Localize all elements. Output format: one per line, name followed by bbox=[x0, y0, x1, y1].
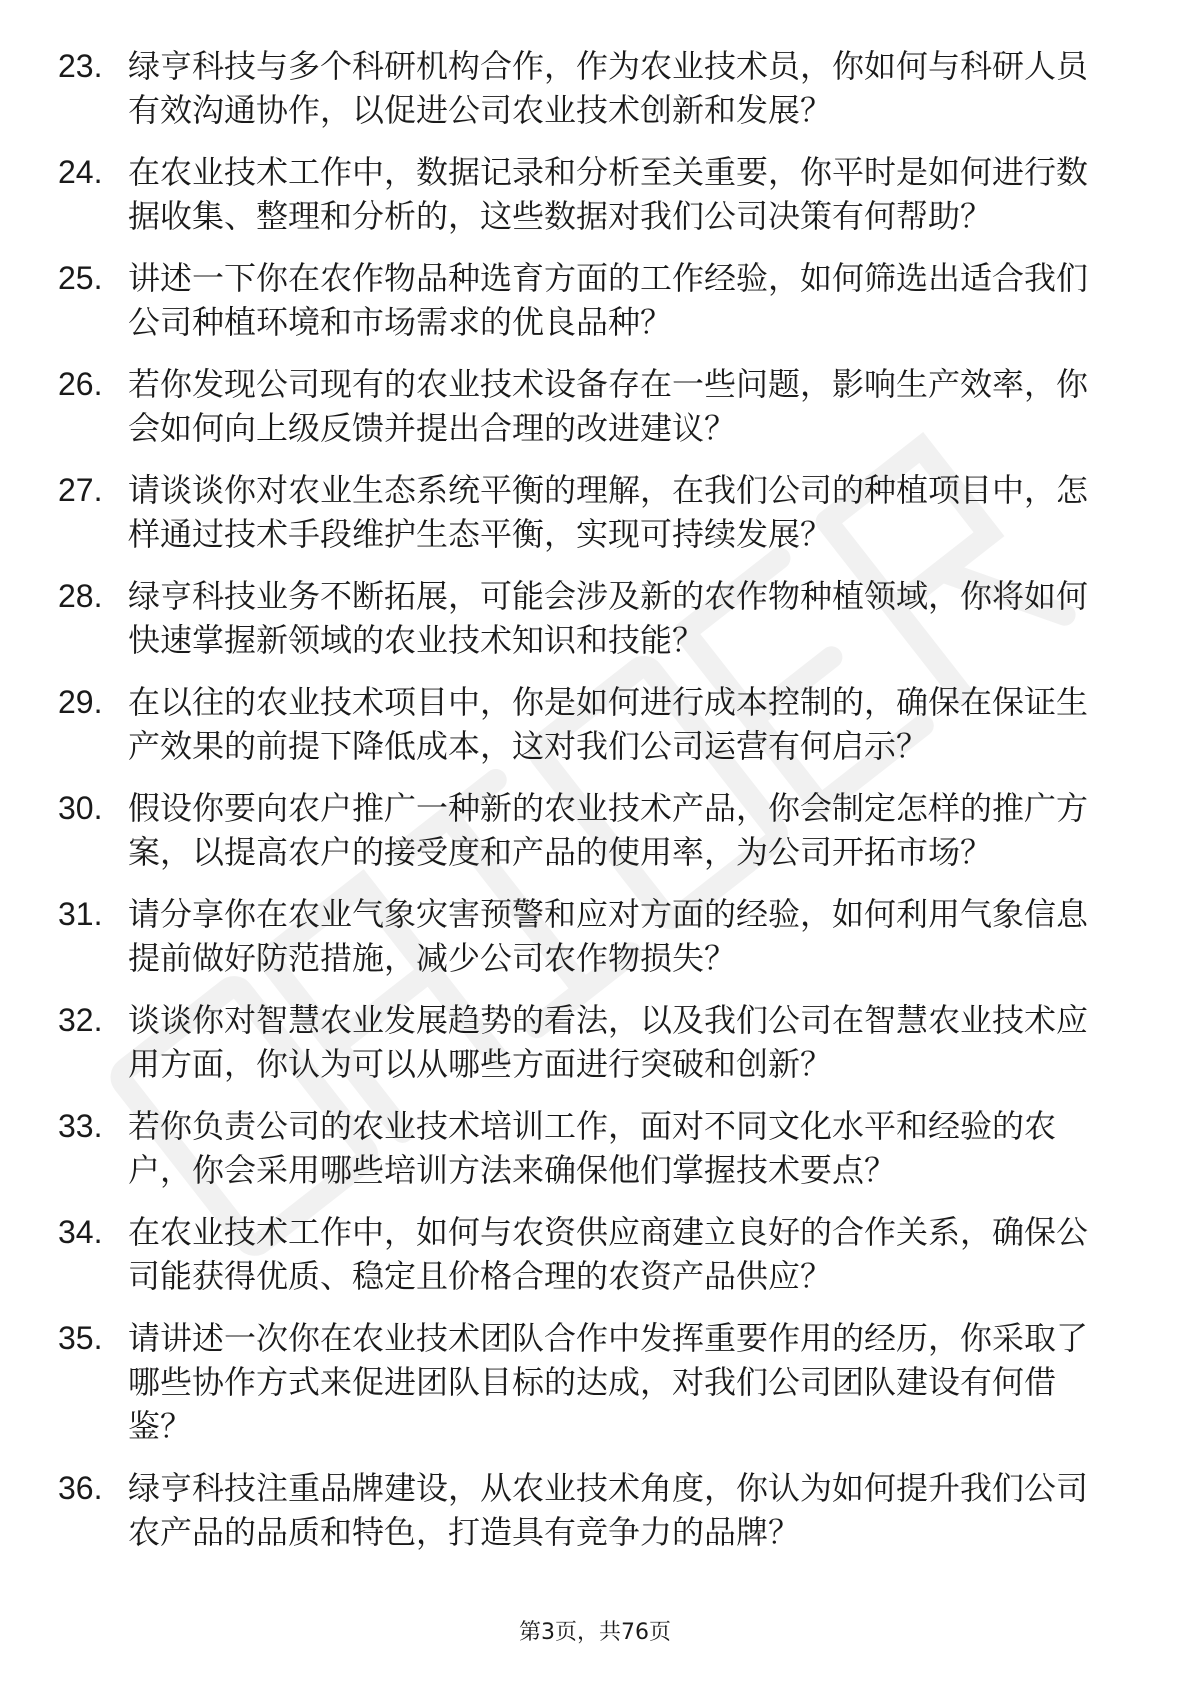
question-number: 26. bbox=[58, 366, 103, 402]
question-number: 27. bbox=[58, 472, 103, 508]
question-item-28 bbox=[58, 574, 1118, 662]
question-text: 在农业技术工作中，如何与农资供应商建立良好的合作关系，确保公司能获得优质、稳定且价格合理的农资产品供应？ bbox=[128, 1213, 1089, 1295]
question-item-25 bbox=[58, 256, 1118, 344]
question-item-27 bbox=[58, 468, 1118, 556]
question-item-29 bbox=[58, 680, 1118, 768]
question-text: 请讲述一次你在农业技术团队合作中发挥重要作用的经历，你采取了哪些协作方式来促进团队目标的达成，对我们公司团队建设有何借鉴？ bbox=[128, 1319, 1089, 1445]
question-item-35 bbox=[58, 1316, 1118, 1448]
question-number: 30. bbox=[58, 790, 103, 826]
question-item-31 bbox=[58, 892, 1118, 980]
question-item-34 bbox=[58, 1210, 1118, 1298]
question-item-36 bbox=[58, 1466, 1118, 1554]
question-text: 谈谈你对智慧农业发展趋势的看法，以及我们公司在智慧农业技术应用方面，你认为可以从哪些方面进行突破和创新？ bbox=[128, 1001, 1089, 1083]
question-number: 34. bbox=[58, 1214, 103, 1250]
question-list bbox=[58, 44, 1118, 1572]
question-number: 32. bbox=[58, 1002, 103, 1038]
question-text: 在农业技术工作中，数据记录和分析至关重要，你平时是如何进行数据收集、整理和分析的，这些数据对我们公司决策有何帮助？ bbox=[128, 153, 1089, 235]
question-text: 若你负责公司的农业技术培训工作，面对不同文化水平和经验的农户，你会采用哪些培训方法来确保他们掌握技术要点？ bbox=[128, 1107, 1057, 1189]
question-item-33 bbox=[58, 1104, 1118, 1192]
question-text: 绿亨科技与多个科研机构合作，作为农业技术员，你如何与科研人员有效沟通协作，以促进公司农业技术创新和发展？ bbox=[128, 47, 1089, 129]
question-item-24 bbox=[58, 150, 1118, 238]
question-text: 假设你要向农户推广一种新的农业技术产品，你会制定怎样的推广方案，以提高农户的接受度和产品的使用率，为公司开拓市场？ bbox=[128, 789, 1089, 871]
question-number: 23. bbox=[58, 48, 103, 84]
question-number: 35. bbox=[58, 1320, 103, 1356]
question-text: 绿亨科技注重品牌建设，从农业技术角度，你认为如何提升我们公司农产品的品质和特色，打造具有竞争力的品牌？ bbox=[128, 1469, 1089, 1551]
question-text: 请谈谈你对农业生态系统平衡的理解，在我们公司的种植项目中，怎样通过技术手段维护生态平衡，实现可持续发展？ bbox=[128, 471, 1089, 553]
page-number-footer: 第3页，共76页 bbox=[519, 1620, 671, 1645]
question-number: 29. bbox=[58, 684, 103, 720]
question-text: 绿亨科技业务不断拓展，可能会涉及新的农作物种植领域，你将如何快速掌握新领域的农业技术知识和技能？ bbox=[128, 577, 1089, 659]
question-text: 请分享你在农业气象灾害预警和应对方面的经验，如何利用气象信息提前做好防范措施，减少公司农作物损失？ bbox=[128, 895, 1089, 977]
question-number: 36. bbox=[58, 1470, 103, 1506]
question-number: 31. bbox=[58, 896, 103, 932]
question-item-26 bbox=[58, 362, 1118, 450]
question-text: 讲述一下你在农作物品种选育方面的工作经验，如何筛选出适合我们公司种植环境和市场需求的优良品种？ bbox=[128, 259, 1089, 341]
question-number: 33. bbox=[58, 1108, 103, 1144]
question-item-30 bbox=[58, 786, 1118, 874]
question-text: 若你发现公司现有的农业技术设备存在一些问题，影响生产效率，你会如何向上级反馈并提出合理的改进建议？ bbox=[128, 365, 1089, 447]
question-text: 在以往的农业技术项目中，你是如何进行成本控制的，确保在保证生产效果的前提下降低成本，这对我们公司运营有何启示？ bbox=[128, 683, 1089, 765]
question-item-32 bbox=[58, 998, 1118, 1086]
question-number: 24. bbox=[58, 154, 103, 190]
question-number: 25. bbox=[58, 260, 103, 296]
question-number: 28. bbox=[58, 578, 103, 614]
question-item-23 bbox=[58, 44, 1118, 132]
